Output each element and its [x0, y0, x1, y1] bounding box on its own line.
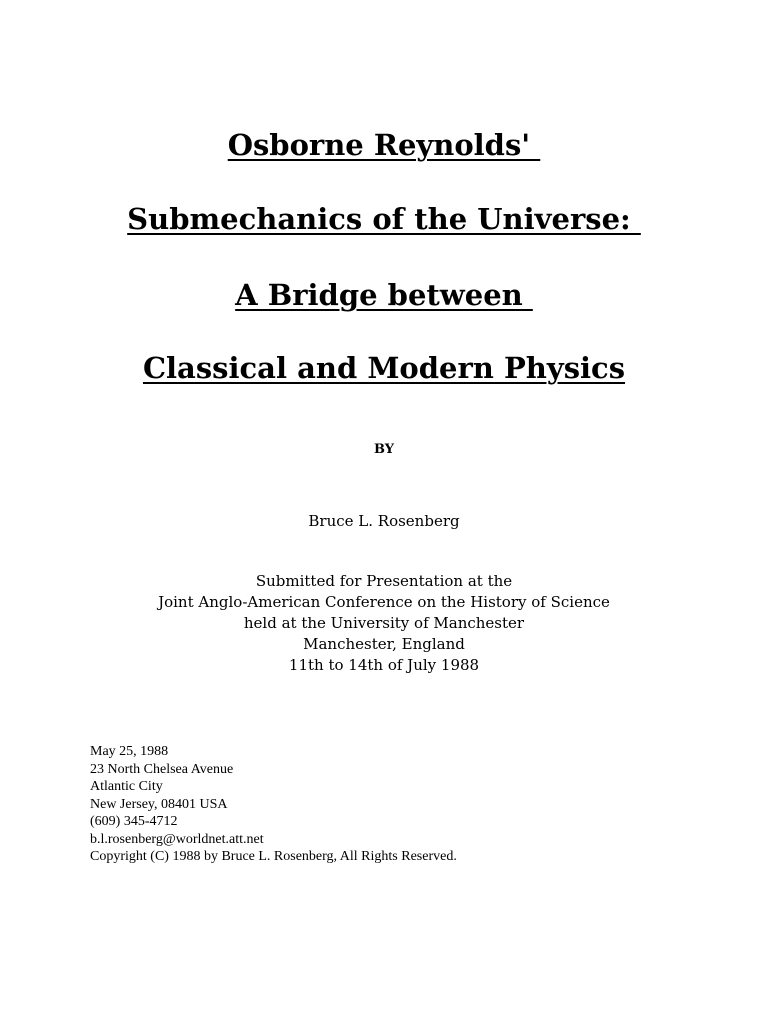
- contact-street: 23 North Chelsea Avenue: [90, 761, 234, 777]
- title-line-1: Osborne Reynolds': [227, 128, 541, 162]
- title-line-3: A Bridge between: [235, 278, 533, 312]
- submission-line-2: Joint Anglo-American Conference on the History of Science: [158, 593, 610, 611]
- submission-block: [0, 571, 768, 676]
- contact-city: Atlantic City: [90, 779, 163, 794]
- submission-line-1: Submitted for Presentation at the: [255, 572, 513, 590]
- by-label: BY: [373, 442, 395, 457]
- title-line-2: Submechanics of the Universe:: [127, 202, 641, 236]
- submission-line-5: 11th to 14th of July 1988: [288, 656, 480, 674]
- contact-email: b.l.rosenberg@worldnet.att.net: [90, 831, 264, 847]
- title-line-4: Classical and Modern Physics: [142, 351, 626, 385]
- submission-line-4: Manchester, England: [303, 635, 465, 653]
- submission-line-3: held at the University of Manchester: [243, 614, 525, 632]
- contact-state-zip: New Jersey, 08401 USA: [90, 796, 228, 812]
- contact-date: May 25, 1988: [90, 744, 169, 759]
- contact-phone: (609) 345-4712: [90, 814, 178, 829]
- author-name: Bruce L. Rosenberg: [308, 512, 460, 530]
- copyright-notice: Copyright (C) 1988 by Bruce L. Rosenberg, All Rights Reserved.: [90, 849, 457, 864]
- contact-block: [90, 743, 457, 866]
